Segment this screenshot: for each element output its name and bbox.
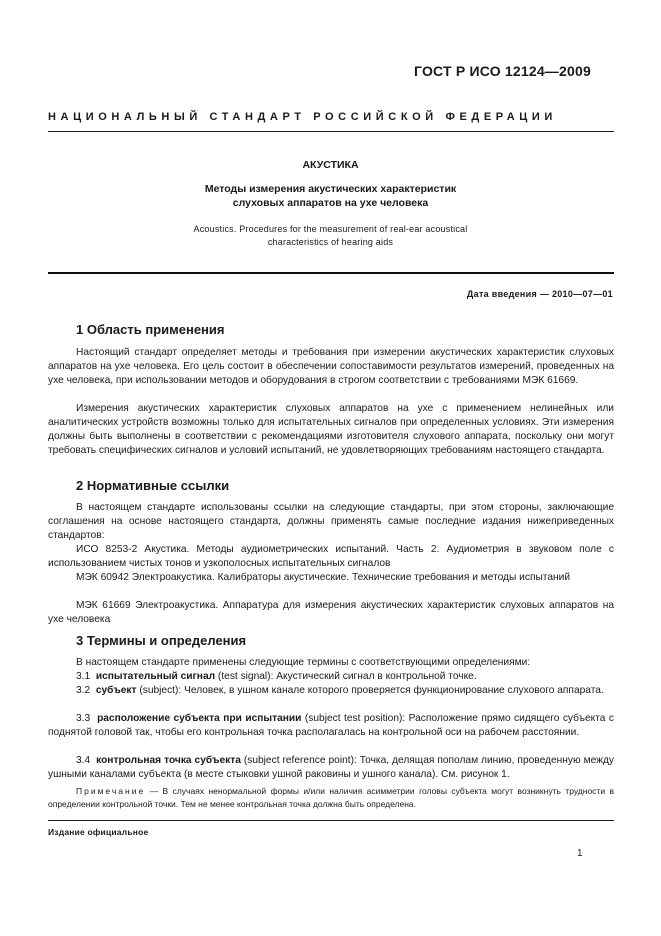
term-3-4 [48, 754, 614, 782]
note-label: Примечание [76, 786, 146, 796]
page-number: 1 [577, 848, 583, 859]
title-divider [48, 272, 614, 274]
section-2-reference-iec-60942: МЭК 60942 Электроакустика. Калибраторы акустические. Технические требования и методы испытаний [76, 572, 571, 583]
term-3-3 [48, 712, 614, 740]
section-1-paragraph-2: Измерения акустических характеристик слуховых аппаратов на ухе с применением нелинейных или аналитических устройств возможны только для испытательных сигналов при определенных условиях. Эти измерения должны быть выполнены в соответствии с рекомендациями изготовителя слухового аппарата, поскольку они могут требовать специфических сигналов и условий испытаний, не удовлетворяющих требованиям настоящего стандарта. [48, 403, 614, 456]
section-3-intro: В настоящем стандарте применены следующие термины с соответствующими определениями: [76, 657, 531, 668]
section-1-heading: 1 Область применения [76, 322, 225, 337]
document-subtitle [0, 182, 661, 210]
national-standard-banner: НАЦИОНАЛЬНЫЙ СТАНДАРТ РОССИЙСКОЙ ФЕДЕРАЦИИ [48, 111, 557, 123]
top-divider [48, 131, 614, 132]
introduction-date: Дата введения — 2010—07—01 [466, 289, 613, 299]
term-number: 3.2 [76, 685, 91, 696]
term-number: 3.1 [76, 671, 91, 682]
term-definition: (subject test position): Расположение прямо сидящего субъекта с поднятой головой так, чтобы его контрольная точка располагалась на контрольной оси на рабочем расстоянии. [48, 713, 614, 738]
note-text: — В случаях ненормальной формы и/или наличия асимметрии головы субъекта могут возникнуть трудности в определении контрольной точки. Тем не менее контрольная точка должна быть определена. [48, 786, 614, 809]
term-number: 3.3 [76, 713, 91, 724]
official-edition-label: Издание официальное [48, 827, 149, 837]
standard-code: ГОСТ Р ИСО 12124—2009 [414, 63, 591, 79]
term-3-1 [48, 670, 614, 684]
term-3-2 [48, 684, 614, 698]
section-2-heading: 2 Нормативные ссылки [76, 478, 230, 493]
subtitle-line-2: слуховых аппаратов на ухе человека [232, 197, 429, 209]
term-name: испытательный сигнал [95, 671, 216, 682]
english-title-line-1: Acoustics. Procedures for the measurement of real-ear acoustical [193, 224, 468, 234]
term-name: субъект [95, 685, 137, 696]
subtitle-line-1: Методы измерения акустических характеристик [204, 183, 457, 195]
term-definition: (subject reference point): Точка, делящая пополам линию, проведенную между ушными каналами субъекта (в месте стыковки ушной раковины и ушного канала). См. рисунок 1. [48, 755, 614, 780]
term-name: контрольная точка субъекта [96, 755, 241, 766]
section-1-paragraph-1: Настоящий стандарт определяет методы и требования при измерении акустических характеристик слуховых аппаратов на ухе человека. Его цель состоит в обеспечении сопоставимости результатов измерений, проведенных на ухе человека, при использовании методов и оборудования в строгом соответствии с требованиями МЭК 61669. [48, 347, 614, 386]
term-number: 3.4 [76, 755, 91, 766]
section-2-reference-iec-61669: МЭК 61669 Электроакустика. Аппаратура для измерения акустических характеристик слуховых аппаратов на ухе человека [48, 600, 614, 625]
section-2-reference-iso-8253-2: ИСО 8253-2 Акустика. Методы аудиометрических испытаний. Часть 2. Аудиометрия в звуковом поле с использованием чистых тонов и узкополосных испытательных сигналов [48, 544, 614, 569]
footer-divider [48, 820, 614, 821]
section-2-paragraph-1: В настоящем стандарте использованы ссылки на следующие стандарты, при этом стороны, заключающие соглашения на основе настоящего стандарта, должны применять самые последние издания нижеприведенных стандартов: [48, 502, 614, 541]
term-definition: (subject): Человек, в ушном канале которого проверяется функционирование слухового аппарата. [136, 685, 604, 696]
note [48, 785, 614, 811]
term-definition: (test signal): Акустический сигнал в контрольной точке. [215, 671, 477, 682]
document-title: АКУСТИКА [302, 159, 359, 171]
section-3-heading: 3 Термины и определения [76, 633, 247, 648]
term-name: расположение субъекта при испытании [97, 713, 302, 724]
english-title-line-2: characteristics of hearing aids [267, 237, 394, 247]
english-title [0, 223, 661, 249]
